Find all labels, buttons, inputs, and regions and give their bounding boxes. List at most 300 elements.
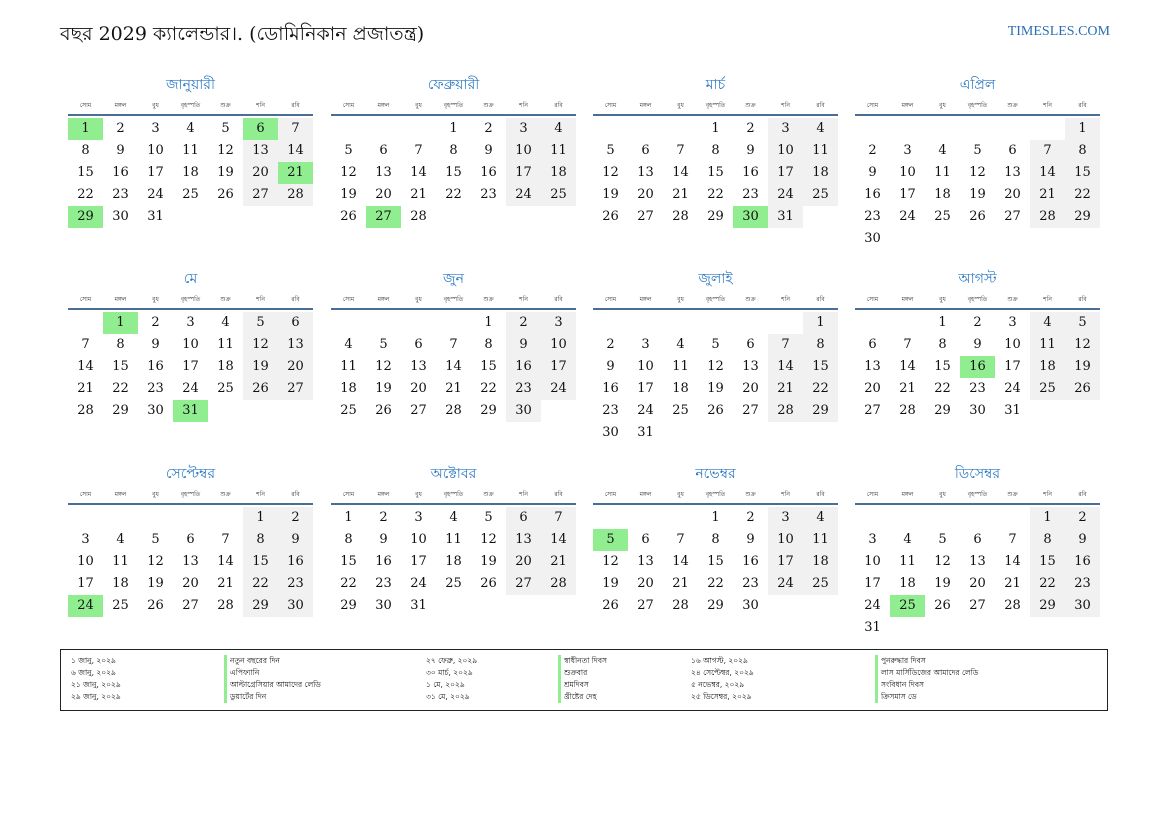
day-cell: 31 <box>1004 403 1021 418</box>
day-cell: 22 <box>77 187 94 202</box>
day-cell: 6 <box>641 143 650 158</box>
day-cell: 24 <box>410 576 427 591</box>
day-cell: 31 <box>147 209 164 224</box>
day-cell: 20 <box>742 381 759 396</box>
day-cell: 24 <box>541 378 576 400</box>
day-cell: 18 <box>899 576 916 591</box>
day-cell: 17 <box>768 162 803 184</box>
holiday-name: ডুয়ার্টের দিন <box>224 691 321 703</box>
day-cell: 10 <box>410 532 427 547</box>
day-cell: 4 <box>803 118 838 140</box>
day-cell: 31 <box>410 598 427 613</box>
weekday-header <box>593 294 838 310</box>
weekday-label: শনি <box>256 102 265 109</box>
day-cell: 21 <box>672 576 689 591</box>
day-cell: 9 <box>379 532 388 547</box>
empty-cell <box>366 118 401 140</box>
site-link[interactable]: TIMESLES.COM <box>1007 24 1110 39</box>
day-cell: 16 <box>375 554 392 569</box>
day-cell: 8 <box>711 143 720 158</box>
day-cell: 15 <box>1065 162 1100 184</box>
month-name: ফেব্রুয়ারী <box>427 77 480 93</box>
month-12 <box>855 465 1100 639</box>
day-cell: 19 <box>707 381 724 396</box>
day-cell: 31 <box>637 425 654 440</box>
day-cell: 26 <box>934 598 951 613</box>
day-cell: 12 <box>602 165 619 180</box>
weekday-header <box>68 294 313 310</box>
day-cell: 19 <box>340 187 357 202</box>
day-cell: 10 <box>147 143 164 158</box>
holiday-dates-column <box>426 655 477 703</box>
day-cell: 3 <box>506 118 541 140</box>
day-cell: 20 <box>278 356 313 378</box>
day-cell: 14 <box>672 165 689 180</box>
month-name: এপ্রিল <box>959 77 996 93</box>
weekday-label: বুধ <box>677 102 684 109</box>
day-cell: 10 <box>864 554 881 569</box>
weekday-label: মঙ্গল <box>639 296 652 303</box>
day-cell: 5 <box>484 510 493 525</box>
weekday-label: বুধ <box>415 102 422 109</box>
day-cell: 6 <box>278 312 313 334</box>
day-cell: 17 <box>541 356 576 378</box>
day-cell: 18 <box>803 551 838 573</box>
weekday-label: শনি <box>781 102 790 109</box>
day-cell: 13 <box>410 359 427 374</box>
day-cell: 27 <box>278 378 313 400</box>
day-cell: 16 <box>480 165 497 180</box>
weekday-header <box>855 294 1100 310</box>
empty-cell <box>890 312 925 334</box>
day-cell: 23 <box>506 378 541 400</box>
day-cell: 4 <box>116 532 125 547</box>
day-cell: 4 <box>1030 312 1065 334</box>
weekday-label: বৃহস্পতি <box>443 102 464 109</box>
holiday-dates-column <box>71 655 121 703</box>
weekday-label: সোম <box>866 296 879 303</box>
month-name: জুন <box>443 271 464 287</box>
holiday-name: স্বাধীনতা দিবস <box>558 655 607 667</box>
day-cell: 25 <box>112 598 129 613</box>
day-cell: 13 <box>637 554 654 569</box>
day-cell: 5 <box>379 337 388 352</box>
weekday-label: সোম <box>79 102 92 109</box>
day-cell: 23 <box>969 381 986 396</box>
holiday-day-cell: 5 <box>593 529 628 551</box>
day-cell: 6 <box>506 507 541 529</box>
day-cell: 4 <box>803 507 838 529</box>
day-cell: 30 <box>147 403 164 418</box>
holiday-date: ৫ নভেম্বর, ২০২৯ <box>691 680 745 689</box>
day-cell: 23 <box>112 187 129 202</box>
day-cell: 28 <box>672 209 689 224</box>
day-cell: 9 <box>606 359 615 374</box>
day-cell: 6 <box>973 532 982 547</box>
day-cell: 3 <box>641 337 650 352</box>
weekday-label: মঙ্গল <box>377 102 390 109</box>
day-cell: 5 <box>711 337 720 352</box>
day-cell: 22 <box>480 381 497 396</box>
weekday-label: শনি <box>256 491 265 498</box>
day-cell: 19 <box>602 187 619 202</box>
day-cell: 23 <box>1065 573 1100 595</box>
day-cell: 22 <box>340 576 357 591</box>
day-cell: 14 <box>899 359 916 374</box>
day-cell: 5 <box>344 143 353 158</box>
empty-cell <box>331 118 366 140</box>
day-cell: 21 <box>217 576 234 591</box>
day-grid <box>855 312 1100 422</box>
day-cell: 24 <box>182 381 199 396</box>
month-5 <box>68 270 313 422</box>
holiday-day-cell: 27 <box>366 206 401 228</box>
day-cell: 19 <box>969 187 986 202</box>
day-cell: 16 <box>1065 551 1100 573</box>
day-cell: 1 <box>711 121 720 136</box>
weekday-label: শুক্র <box>220 296 231 303</box>
weekday-header <box>331 100 576 116</box>
month-11 <box>593 465 838 617</box>
day-cell: 13 <box>742 359 759 374</box>
day-cell: 12 <box>602 554 619 569</box>
day-cell: 30 <box>112 209 129 224</box>
empty-cell <box>768 312 803 334</box>
day-cell: 10 <box>77 554 94 569</box>
holiday-name: লাস মার্সিডিজের আমাদের লেডি <box>875 667 978 679</box>
empty-cell <box>733 312 768 334</box>
day-cell: 2 <box>506 312 541 334</box>
weekday-label: শনি <box>519 102 528 109</box>
weekday-label: বৃহস্পতি <box>967 102 988 109</box>
day-cell: 1 <box>344 510 353 525</box>
day-cell: 15 <box>112 359 129 374</box>
day-cell: 4 <box>221 315 230 330</box>
holiday-name: পুনরুদ্ধার দিবস <box>875 655 978 667</box>
day-grid <box>855 507 1100 639</box>
day-grid <box>331 507 576 617</box>
day-cell: 15 <box>480 359 497 374</box>
day-cell: 29 <box>243 595 278 617</box>
holiday-date: ১ জানু, ২০২৯ <box>71 656 116 665</box>
day-cell: 2 <box>484 121 493 136</box>
day-cell: 16 <box>112 165 129 180</box>
day-cell: 16 <box>602 381 619 396</box>
month-name: মে <box>183 271 198 287</box>
day-cell: 24 <box>899 209 916 224</box>
day-cell: 18 <box>340 381 357 396</box>
day-cell: 19 <box>602 576 619 591</box>
holiday-names-column <box>875 655 978 703</box>
weekday-label: রবি <box>816 491 825 498</box>
weekday-label: বুধ <box>939 491 946 498</box>
day-grid <box>593 507 838 617</box>
month-name: মার্চ <box>705 77 726 93</box>
day-cell: 8 <box>116 337 125 352</box>
weekday-label: বুধ <box>415 296 422 303</box>
day-cell: 2 <box>746 121 755 136</box>
weekday-label: সোম <box>866 491 879 498</box>
day-cell: 10 <box>899 165 916 180</box>
empty-cell <box>855 507 890 529</box>
day-cell: 8 <box>484 337 493 352</box>
day-cell: 12 <box>969 165 986 180</box>
weekday-label: মঙ্গল <box>639 491 652 498</box>
day-cell: 18 <box>445 554 462 569</box>
day-cell: 12 <box>707 359 724 374</box>
holiday-name: আল্টাগ্রেসিয়ার আমাদের লেডি <box>224 679 321 691</box>
holiday-day-cell: 6 <box>243 118 278 140</box>
day-cell: 9 <box>1065 529 1100 551</box>
day-cell: 6 <box>641 532 650 547</box>
day-cell: 26 <box>1065 378 1100 400</box>
day-cell: 29 <box>340 598 357 613</box>
day-cell: 27 <box>969 598 986 613</box>
day-cell: 14 <box>1030 162 1065 184</box>
day-cell: 10 <box>541 334 576 356</box>
day-cell: 11 <box>803 140 838 162</box>
day-cell: 1 <box>1065 118 1100 140</box>
day-cell: 15 <box>707 165 724 180</box>
day-cell: 6 <box>1008 143 1017 158</box>
day-cell: 25 <box>541 184 576 206</box>
day-cell: 13 <box>969 554 986 569</box>
day-cell: 16 <box>147 359 164 374</box>
month-3 <box>593 76 838 228</box>
day-cell: 1 <box>1030 507 1065 529</box>
month-1 <box>68 76 313 228</box>
weekday-label: মঙ্গল <box>377 491 390 498</box>
weekday-label: রবি <box>1078 102 1087 109</box>
weekday-label: মঙ্গল <box>639 102 652 109</box>
weekday-label: রবি <box>816 296 825 303</box>
day-cell: 14 <box>217 554 234 569</box>
day-cell: 28 <box>541 573 576 595</box>
weekday-label: মঙ্গল <box>901 102 914 109</box>
day-cell: 30 <box>969 403 986 418</box>
day-cell: 21 <box>672 187 689 202</box>
day-cell: 25 <box>445 576 462 591</box>
empty-cell <box>995 507 1030 529</box>
day-cell: 14 <box>278 140 313 162</box>
weekday-label: বুধ <box>152 102 159 109</box>
empty-cell <box>628 312 663 334</box>
day-cell: 11 <box>934 165 951 180</box>
day-cell: 31 <box>864 620 881 635</box>
month-name: সেপ্টেম্বর <box>165 466 216 482</box>
day-cell: 8 <box>711 532 720 547</box>
weekday-header <box>855 489 1100 505</box>
day-cell: 3 <box>414 510 423 525</box>
weekday-header <box>331 489 576 505</box>
day-cell: 7 <box>676 532 685 547</box>
day-cell: 6 <box>746 337 755 352</box>
day-cell: 20 <box>969 576 986 591</box>
weekday-header <box>593 489 838 505</box>
day-cell: 27 <box>637 209 654 224</box>
weekday-label: রবি <box>1078 491 1087 498</box>
day-cell: 20 <box>182 576 199 591</box>
day-cell: 28 <box>672 598 689 613</box>
weekday-label: মঙ্গল <box>114 491 127 498</box>
day-cell: 20 <box>637 576 654 591</box>
weekday-label: বুধ <box>939 102 946 109</box>
holiday-name: শ্রমদিবস <box>558 679 607 691</box>
day-cell: 17 <box>864 576 881 591</box>
day-cell: 14 <box>410 165 427 180</box>
day-cell: 16 <box>864 187 881 202</box>
holiday-day-cell: 30 <box>733 206 768 228</box>
day-cell: 17 <box>506 162 541 184</box>
day-cell: 19 <box>217 165 234 180</box>
day-cell: 1 <box>803 312 838 334</box>
day-cell: 6 <box>414 337 423 352</box>
holiday-day-cell: 1 <box>68 118 103 140</box>
empty-cell <box>103 507 138 529</box>
day-cell: 13 <box>506 529 541 551</box>
day-cell: 3 <box>1008 315 1017 330</box>
weekday-header <box>68 489 313 505</box>
day-cell: 6 <box>186 532 195 547</box>
month-name: আগস্ট <box>958 271 997 287</box>
day-cell: 29 <box>934 403 951 418</box>
day-cell: 7 <box>768 334 803 356</box>
page-title: বছর 2029 ক্যালেন্ডার।. (ডোমিনিকান প্রজাতন্ত্র) <box>60 23 425 45</box>
empty-cell <box>960 507 995 529</box>
day-cell: 16 <box>742 554 759 569</box>
day-cell: 28 <box>217 598 234 613</box>
day-cell: 9 <box>116 143 125 158</box>
day-cell: 5 <box>151 532 160 547</box>
weekday-label: বুধ <box>152 296 159 303</box>
weekday-label: রবি <box>554 491 563 498</box>
day-cell: 7 <box>81 337 90 352</box>
holiday-day-cell: 29 <box>68 206 103 228</box>
day-cell: 17 <box>899 187 916 202</box>
holiday-day-cell: 16 <box>960 356 995 378</box>
day-cell: 17 <box>182 359 199 374</box>
day-cell: 14 <box>77 359 94 374</box>
day-cell: 19 <box>147 576 164 591</box>
day-cell: 21 <box>899 381 916 396</box>
day-cell: 7 <box>1030 140 1065 162</box>
holiday-date: ১৬ আগস্ট, ২০২৯ <box>691 656 748 665</box>
weekday-label: শনি <box>519 296 528 303</box>
day-cell: 25 <box>672 403 689 418</box>
day-cell: 4 <box>449 510 458 525</box>
weekday-label: রবি <box>816 102 825 109</box>
holiday-date: ২১ জানু, ২০২৯ <box>71 680 121 689</box>
day-cell: 7 <box>278 118 313 140</box>
day-cell: 15 <box>707 554 724 569</box>
weekday-label: শনি <box>781 296 790 303</box>
weekday-label: সোম <box>79 296 92 303</box>
holiday-date: ৬ জানু, ২০২৯ <box>71 668 116 677</box>
empty-cell <box>663 118 698 140</box>
weekday-label: সোম <box>604 102 617 109</box>
day-cell: 2 <box>1065 507 1100 529</box>
day-grid <box>68 312 313 422</box>
day-cell: 18 <box>1030 356 1065 378</box>
day-grid <box>68 118 313 228</box>
day-cell: 25 <box>340 403 357 418</box>
day-cell: 9 <box>746 143 755 158</box>
day-cell: 20 <box>864 381 881 396</box>
day-cell: 8 <box>243 529 278 551</box>
day-grid <box>68 507 313 617</box>
day-cell: 25 <box>803 184 838 206</box>
holiday-list <box>60 649 1108 711</box>
day-cell: 29 <box>803 400 838 422</box>
empty-cell <box>436 312 471 334</box>
day-cell: 4 <box>903 532 912 547</box>
weekday-label: বৃহস্পতি <box>967 491 988 498</box>
day-cell: 5 <box>1065 312 1100 334</box>
day-cell: 18 <box>112 576 129 591</box>
day-cell: 17 <box>77 576 94 591</box>
empty-cell <box>890 118 925 140</box>
weekday-label: বুধ <box>677 296 684 303</box>
day-cell: 23 <box>742 576 759 591</box>
day-cell: 9 <box>746 532 755 547</box>
holiday-name: ক্রিসমাস ডে <box>875 691 978 703</box>
weekday-label: সোম <box>604 296 617 303</box>
day-cell: 13 <box>637 165 654 180</box>
day-grid <box>593 118 838 228</box>
holiday-name: খ্রীষ্টের দেহ <box>558 691 607 703</box>
day-cell: 3 <box>768 507 803 529</box>
empty-cell <box>855 312 890 334</box>
day-cell: 28 <box>410 209 427 224</box>
day-cell: 22 <box>707 576 724 591</box>
weekday-label: বুধ <box>152 491 159 498</box>
day-cell: 1 <box>938 315 947 330</box>
day-cell: 2 <box>973 315 982 330</box>
weekday-label: সোম <box>342 491 355 498</box>
day-cell: 9 <box>506 334 541 356</box>
holiday-name: সংবিধান দিবস <box>875 679 978 691</box>
empty-cell <box>1030 118 1065 140</box>
day-cell: 25 <box>803 573 838 595</box>
weekday-label: শুক্র <box>745 296 756 303</box>
day-cell: 17 <box>147 165 164 180</box>
day-cell: 24 <box>637 403 654 418</box>
day-cell: 3 <box>186 315 195 330</box>
weekday-label: সোম <box>604 491 617 498</box>
weekday-label: মঙ্গল <box>901 296 914 303</box>
weekday-label: বৃহস্পতি <box>705 491 726 498</box>
day-cell: 23 <box>375 576 392 591</box>
day-cell: 13 <box>182 554 199 569</box>
day-cell: 5 <box>243 312 278 334</box>
weekday-label: শুক্র <box>745 491 756 498</box>
day-cell: 8 <box>1065 140 1100 162</box>
day-cell: 11 <box>340 359 357 374</box>
day-cell: 20 <box>1004 187 1021 202</box>
empty-cell <box>593 118 628 140</box>
day-cell: 23 <box>864 209 881 224</box>
month-name: অক্টোবর <box>430 466 477 482</box>
day-cell: 7 <box>221 532 230 547</box>
day-cell: 2 <box>746 510 755 525</box>
day-cell: 13 <box>864 359 881 374</box>
empty-cell <box>995 118 1030 140</box>
holiday-names-column <box>558 655 607 703</box>
day-cell: 9 <box>278 529 313 551</box>
day-cell: 20 <box>243 162 278 184</box>
day-cell: 23 <box>147 381 164 396</box>
day-cell: 10 <box>768 140 803 162</box>
